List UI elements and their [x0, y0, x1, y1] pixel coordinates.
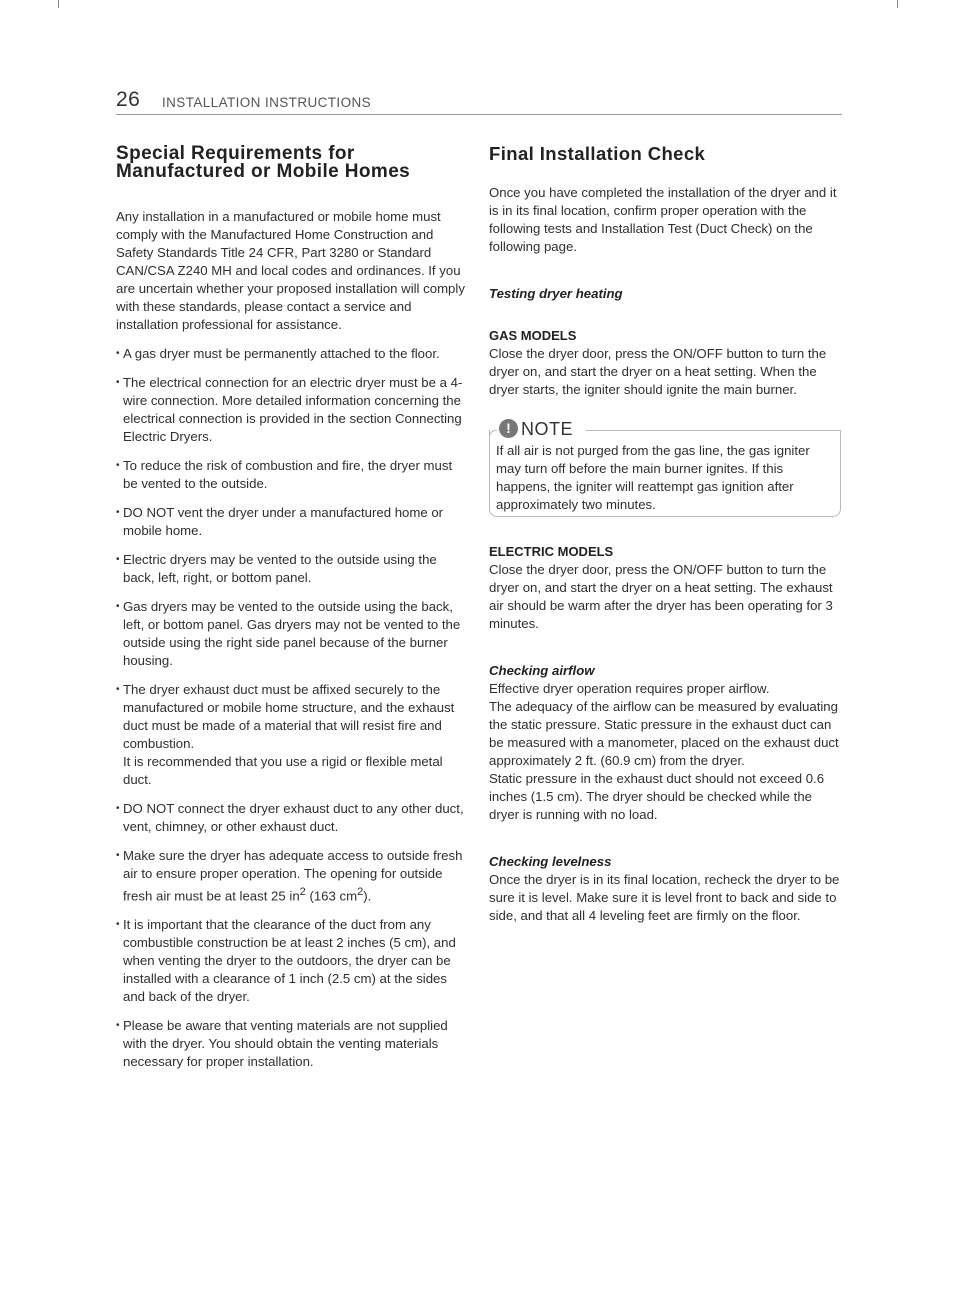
list-item: • The electrical connection for an electric dryer must be a 4-wire connection. More detailed information concerning the electrical connection is provided in the section Connecting Electric Dryers. — [116, 374, 470, 446]
superscript: 2 — [299, 886, 306, 898]
airflow-text: The adequacy of the airflow can be measured by evaluating the static pressure. Static pressure in the exhaust duct can be measured with a manometer, placed on the exhaust duct approximately 2 ft. (60.9 cm) from the dryer. — [489, 699, 839, 768]
note-box — [489, 416, 844, 529]
exclamation-icon: ! — [499, 419, 518, 438]
list-item — [116, 847, 470, 905]
testing-heading: Testing dryer heating — [489, 286, 623, 301]
superscript: 2 — [357, 886, 364, 898]
list-item-text: ). — [363, 888, 372, 904]
note-corner — [489, 430, 497, 438]
mobile-homes-title — [116, 145, 470, 181]
note-label: NOTE — [521, 418, 574, 439]
section-name: INSTALLATION INSTRUCTIONS — [162, 95, 372, 110]
levelness-text: Once the dryer is in its final location, recheck the dryer to be sure it is level. Make sure it is level front to back and side to side, and that all 4 leveling feet are firmly on the floor. — [489, 872, 840, 923]
list-item: • It is important that the clearance of the duct from any combustible construction be at least 2 inches (5 cm), and when venting the dryer to the outdoors, the dryer can be installed with a clearance of 1 inch (2.5 cm) at the sides and back of the dryer. — [116, 916, 470, 1006]
list-item-text-extra: It is recommended that you use a rigid or flexible metal duct. — [123, 754, 443, 787]
note-top-border — [586, 430, 840, 431]
airflow-heading: Checking airflow — [489, 663, 595, 678]
mobile-homes-intro: Any installation in a manufactured or mobile home must comply with the Manufactured Home Construction and Safety Standards Title 24 CFR, Part 3280 or Standard CAN/CSA Z240 MH and local codes and ordinances. If you are uncertain whether your proposed installation will comply with these standards, please contact a service and installation professional for assistance. — [116, 209, 465, 332]
list-item — [116, 681, 470, 789]
list-item-text: The dryer exhaust duct must be affixed securely to the manufactured or mobile home structure, and the exhaust duct must be made of a material that will resist fire and combustion. — [123, 682, 455, 751]
airflow-text: Static pressure in the exhaust duct should not exceed 0.6 inches (1.5 cm). The dryer should be checked while the dryer is running with no load. — [489, 771, 825, 822]
note-header — [499, 419, 578, 438]
list-item: • Please be aware that venting materials are not supplied with the dryer. You should obtain the venting materials necessary for proper installation. — [116, 1017, 470, 1071]
levelness-heading: Checking levelness — [489, 854, 612, 869]
electric-models-heading: ELECTRIC MODELS — [489, 544, 614, 559]
note-text: If all air is not purged from the gas line, the gas igniter may turn off before the main burner ignites. If this happens, the igniter will reattempt gas ignition after approximately two minutes. — [496, 443, 810, 512]
list-item: • DO NOT vent the dryer under a manufactured home or mobile home. — [116, 504, 470, 540]
crop-mark-left — [58, 0, 59, 8]
gas-models-text: Close the dryer door, press the ON/OFF button to turn the dryer on, and start the dryer on a heat setting. When the dryer starts, the igniter should ignite the main burner. — [489, 346, 827, 397]
final-check-title: Final Installation Check — [489, 143, 706, 164]
list-item: • Gas dryers may be vented to the outside using the back, left, or bottom panel. Gas dryers may not be vented to the outside using the right side panel because of the burner housing. — [116, 598, 470, 670]
list-item-text: Make sure the dryer has adequate access to outside fresh air to ensure proper operation. The opening for outside fresh air must be at least 25 in — [123, 848, 463, 904]
list-item: • To reduce the risk of combustion and fire, the dryer must be vented to the outside. — [116, 457, 470, 493]
crop-mark-right — [897, 0, 898, 8]
page-number: 26 — [116, 88, 141, 111]
electric-models-text: Close the dryer door, press the ON/OFF button to turn the dryer on, and start the dryer on a heat setting. The exhaust air should be warm after the dryer has been operating for 3 minutes. — [489, 562, 833, 631]
list-item: • A gas dryer must be permanently attached to the floor. — [116, 345, 470, 363]
right-column — [489, 145, 844, 925]
title-line-1: Special Requirements for — [116, 143, 355, 164]
final-check-intro: Once you have completed the installation of the dryer and it is in its final location, confirm proper operation with the following tests and Installation Test (Duct Check) on the following page. — [489, 185, 837, 254]
left-column — [116, 145, 470, 1082]
page-header — [116, 88, 842, 115]
airflow-text: Effective dryer operation requires proper airflow. — [489, 681, 770, 696]
list-item: • Electric dryers may be vented to the outside using the back, left, right, or bottom panel. — [116, 551, 470, 587]
list-item-text: (163 cm — [305, 888, 358, 904]
title-line-2: Manufactured or Mobile Homes — [116, 161, 411, 182]
gas-models-heading: GAS MODELS — [489, 328, 577, 343]
list-item: • DO NOT connect the dryer exhaust duct to any other duct, vent, chimney, or other exhaust duct. — [116, 800, 470, 836]
requirements-list — [116, 345, 470, 1071]
